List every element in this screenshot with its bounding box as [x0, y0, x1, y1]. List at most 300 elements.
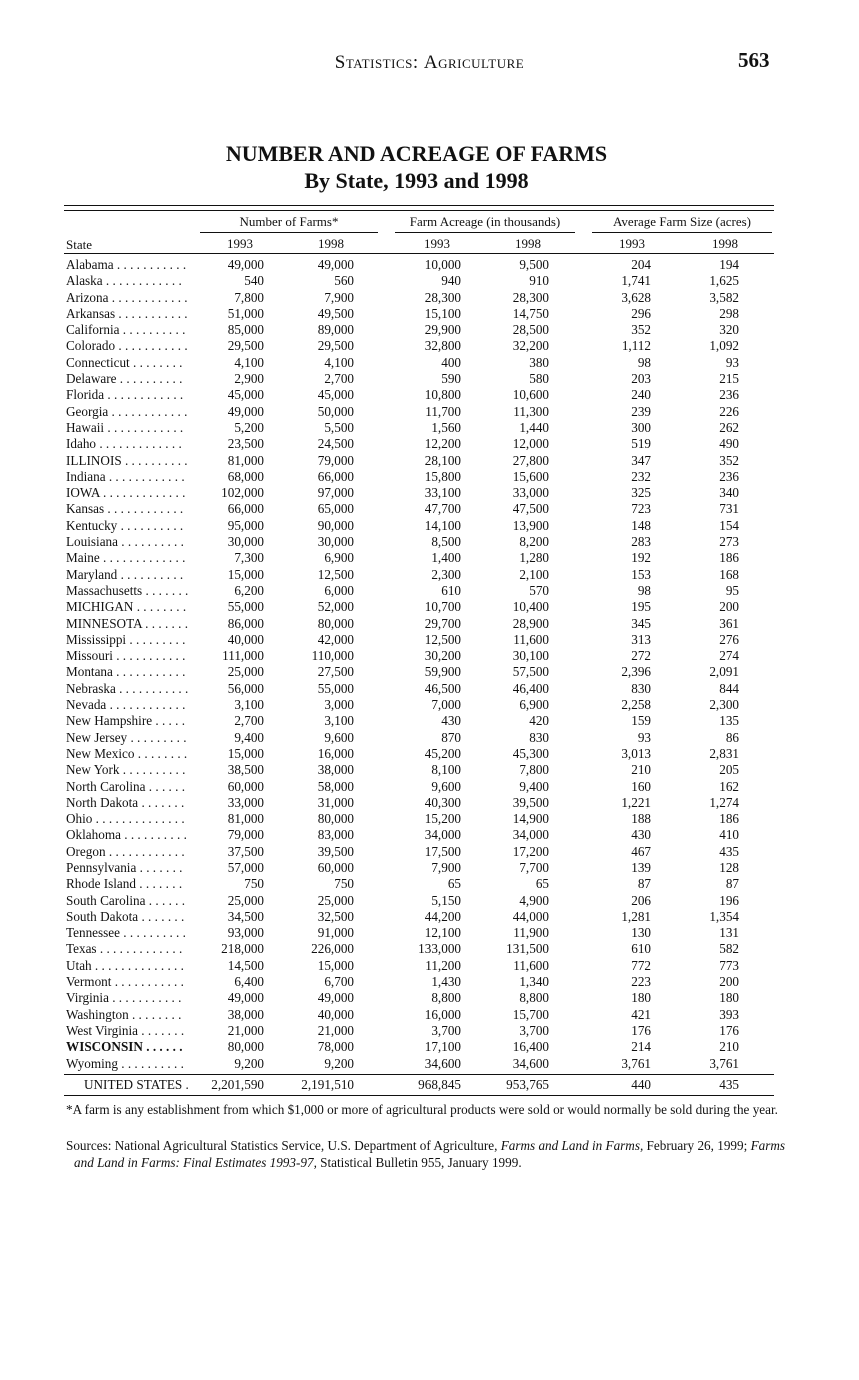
cell-acreage-1993: 9,600 [431, 778, 461, 794]
cell-size-1998: 194 [719, 257, 739, 272]
cell-farms-1993: 95,000 [227, 517, 264, 533]
cell-farms-1993: 540 [244, 273, 264, 289]
cell-size-1998: 180 [719, 990, 739, 1006]
cell-farms-1998: 97,000 [317, 485, 354, 501]
cell-size-1993: 772 [631, 957, 651, 973]
group-rule-2 [395, 232, 575, 233]
state-name: Texas . . . . . . . . . . . . . [66, 941, 183, 957]
table-row [0, 371, 859, 387]
cell-farms-1998: 7,900 [324, 289, 354, 305]
cell-size-1993: 180 [631, 990, 651, 1006]
cell-acreage-1993: 34,000 [424, 827, 461, 843]
table-row [0, 1039, 859, 1055]
cell-farms-1998: 25,000 [317, 892, 354, 908]
cell-farms-1993: 79,000 [227, 827, 264, 843]
cell-farms-1998: 42,000 [317, 631, 354, 647]
table-row [0, 469, 859, 485]
state-name: Missouri . . . . . . . . . . . [66, 648, 186, 664]
table-row [0, 958, 859, 974]
cell-acreage-1998: 570 [529, 582, 549, 598]
cell-acreage-1998: 47,500 [512, 501, 549, 517]
cell-acreage-1993: 1,430 [431, 974, 461, 990]
sources-prefix: Sources: National Agricultural Statistics Service, U.S. Department of Agriculture, [66, 1138, 501, 1153]
table-row [0, 632, 859, 648]
cell-farms-1998: 45,000 [317, 387, 354, 403]
table-title-line1: NUMBER AND ACREAGE OF FARMS [225, 141, 608, 166]
cell-size-1998: 393 [719, 1006, 739, 1022]
table-row [0, 583, 859, 599]
page-number: 563 [738, 48, 770, 72]
cell-farms-1993: 85,000 [227, 322, 264, 338]
state-name: North Dakota . . . . . . . [66, 794, 185, 810]
cell-farms-1998: 39,500 [317, 843, 354, 859]
state-name: MICHIGAN . . . . . . . . [66, 599, 187, 615]
state-name: Alaska . . . . . . . . . . . . [66, 273, 182, 289]
cell-farms-1998: 6,700 [324, 974, 354, 990]
state-name: California . . . . . . . . . . [66, 322, 186, 338]
cell-farms-1998: 49,000 [317, 990, 354, 1006]
cell-size-1993: 296 [631, 305, 651, 321]
cell-size-1993: 160 [631, 778, 651, 794]
cell-farms-1998: 4,100 [324, 354, 354, 370]
cell-acreage-1998: 28,500 [512, 322, 549, 338]
cell-size-1998: 86 [725, 729, 739, 745]
cell-size-1998: 435 [719, 843, 739, 859]
state-name: Arizona . . . . . . . . . . . . [66, 289, 188, 305]
total-acreage-1998: 953,765 [506, 1077, 549, 1092]
state-name: Florida . . . . . . . . . . . . [66, 387, 184, 403]
cell-size-1998: 236 [719, 468, 739, 484]
cell-size-1998: 87 [725, 876, 739, 892]
cell-farms-1998: 110,000 [311, 648, 354, 664]
header-acreage-1993: 1993 [424, 236, 450, 251]
cell-acreage-1998: 8,200 [519, 534, 549, 550]
total-state: UNITED STATES . [84, 1077, 189, 1092]
cell-farms-1998: 79,000 [317, 452, 354, 468]
state-name: Connecticut . . . . . . . . [66, 354, 183, 370]
cell-size-1998: 135 [719, 713, 739, 729]
table-row [0, 844, 859, 860]
cell-acreage-1993: 17,500 [424, 843, 461, 859]
cell-farms-1998: 3,100 [324, 713, 354, 729]
cell-farms-1998: 65,000 [317, 501, 354, 517]
cell-size-1993: 153 [631, 566, 651, 582]
cell-acreage-1993: 59,900 [424, 664, 461, 680]
cell-farms-1998: 750 [334, 876, 354, 892]
cell-acreage-1998: 10,600 [512, 387, 549, 403]
cell-acreage-1998: 10,400 [512, 599, 549, 615]
cell-acreage-1998: 6,900 [519, 697, 549, 713]
cell-acreage-1993: 12,100 [424, 925, 461, 941]
cell-acreage-1993: 12,500 [424, 631, 461, 647]
table-row [0, 974, 859, 990]
section-title-rest: tatistics: [345, 52, 424, 73]
cell-acreage-1998: 11,300 [513, 403, 549, 419]
state-name: Mississippi . . . . . . . . . [66, 631, 186, 647]
table-row [0, 876, 859, 892]
cell-size-1993: 87 [637, 876, 651, 892]
cell-acreage-1993: 870 [441, 729, 461, 745]
cell-acreage-1998: 14,900 [512, 811, 549, 827]
cell-size-1993: 2,258 [621, 697, 651, 713]
table-row [0, 795, 859, 811]
cell-acreage-1998: 580 [529, 371, 549, 387]
cell-size-1993: 232 [631, 468, 651, 484]
cell-acreage-1993: 1,560 [431, 419, 461, 435]
cell-size-1998: 162 [719, 778, 739, 794]
cell-acreage-1998: 8,800 [519, 990, 549, 1006]
top-rule [64, 205, 774, 206]
table-row [0, 436, 859, 452]
cell-size-1998: 276 [719, 631, 739, 647]
cell-size-1998: 1,274 [709, 794, 739, 810]
cell-acreage-1998: 11,600 [513, 631, 549, 647]
cell-farms-1993: 34,500 [227, 908, 264, 924]
cell-size-1993: 192 [631, 550, 651, 566]
cell-size-1993: 352 [631, 322, 651, 338]
table-row [0, 322, 859, 338]
header-average-farm-size: Average Farm Size (acres) [613, 214, 751, 229]
cell-farms-1998: 5,500 [324, 419, 354, 435]
cell-acreage-1998: 1,440 [519, 419, 549, 435]
state-name: Hawaii . . . . . . . . . . . . [66, 419, 184, 435]
cell-size-1993: 159 [631, 713, 651, 729]
cell-size-1998: 352 [719, 452, 739, 468]
cell-size-1998: 320 [719, 322, 739, 338]
state-name: Kentucky . . . . . . . . . . [66, 517, 184, 533]
state-name: Idaho . . . . . . . . . . . . . [66, 436, 182, 452]
cell-farms-1993: 218,000 [221, 941, 264, 957]
header-bottom-rule [64, 253, 774, 254]
table-row [0, 485, 859, 501]
cell-farms-1998: 3,000 [324, 697, 354, 713]
cell-size-1993: 467 [631, 843, 651, 859]
cell-size-1998: 582 [719, 941, 739, 957]
cell-acreage-1998: 420 [529, 713, 549, 729]
cell-acreage-1998: 39,500 [512, 794, 549, 810]
header-size-1998: 1998 [712, 236, 738, 251]
cell-farms-1993: 66,000 [227, 501, 264, 517]
table-row [0, 453, 859, 469]
cell-acreage-1993: 14,100 [424, 517, 461, 533]
cell-farms-1993: 23,500 [227, 436, 264, 452]
cell-size-1998: 186 [719, 550, 739, 566]
state-name: Arkansas . . . . . . . . . . . [66, 305, 188, 321]
table-row [0, 893, 859, 909]
cell-acreage-1998: 34,600 [512, 1055, 549, 1071]
cell-acreage-1998: 30,100 [512, 648, 549, 664]
cell-farms-1993: 33,000 [227, 794, 264, 810]
cell-size-1998: 95 [725, 582, 739, 598]
cell-acreage-1998: 1,340 [519, 974, 549, 990]
cell-farms-1998: 90,000 [317, 517, 354, 533]
state-name: South Carolina . . . . . . [66, 892, 186, 908]
state-name: Indiana . . . . . . . . . . . . [66, 468, 185, 484]
table-row [0, 257, 859, 273]
table-row [0, 990, 859, 1006]
cell-size-1993: 519 [631, 436, 651, 452]
table-row [0, 616, 859, 632]
group-rule-1 [200, 232, 378, 233]
cell-farms-1993: 2,700 [234, 713, 264, 729]
table-row [0, 306, 859, 322]
cell-size-1993: 93 [637, 729, 651, 745]
cell-size-1998: 154 [719, 517, 739, 533]
cell-acreage-1993: 610 [441, 582, 461, 598]
table-row [0, 697, 859, 713]
cell-size-1993: 188 [631, 811, 651, 827]
cell-size-1993: 203 [631, 371, 651, 387]
cell-farms-1993: 3,100 [234, 697, 264, 713]
section-title [0, 52, 859, 74]
table-row [0, 290, 859, 306]
table-row [0, 925, 859, 941]
cell-farms-1998: 60,000 [317, 859, 354, 875]
section-title-rest2: griculture [438, 52, 525, 73]
cell-size-1998: 773 [719, 957, 739, 973]
state-name: WISCONSIN . . . . . . [66, 1039, 183, 1055]
state-name: Louisiana . . . . . . . . . . [66, 534, 184, 550]
table-body [0, 257, 859, 1072]
cell-acreage-1993: 44,200 [424, 908, 461, 924]
cell-acreage-1993: 940 [441, 273, 461, 289]
table-row [0, 1056, 859, 1072]
sources-title-1: Farms and Land in Farms, [500, 1138, 644, 1153]
state-name: Georgia . . . . . . . . . . . . [66, 403, 188, 419]
cell-acreage-1993: 12,200 [424, 436, 461, 452]
cell-acreage-1993: 16,000 [424, 1006, 461, 1022]
cell-size-1993: 130 [631, 925, 651, 941]
cell-farms-1998: 9,200 [324, 1055, 354, 1071]
state-name: Utah . . . . . . . . . . . . . . [66, 957, 184, 973]
cell-farms-1993: 81,000 [227, 452, 264, 468]
cell-farms-1993: 111,000 [222, 648, 264, 664]
state-name: Oklahoma . . . . . . . . . . [66, 827, 187, 843]
cell-farms-1993: 93,000 [227, 925, 264, 941]
table-row [0, 681, 859, 697]
state-name: ILLINOIS . . . . . . . . . . [66, 452, 188, 468]
cell-acreage-1993: 65 [447, 876, 461, 892]
cell-size-1993: 148 [631, 517, 651, 533]
cell-farms-1998: 49,000 [317, 257, 354, 272]
table-row [0, 273, 859, 289]
cell-size-1993: 1,112 [621, 338, 651, 354]
cell-farms-1998: 16,000 [317, 745, 354, 761]
cell-farms-1993: 51,000 [227, 305, 264, 321]
cell-acreage-1993: 2,300 [431, 566, 461, 582]
table-row [0, 1007, 859, 1023]
total-farms-1998: 2,191,510 [301, 1077, 354, 1092]
cell-acreage-1998: 13,900 [512, 517, 549, 533]
cell-acreage-1993: 34,600 [424, 1055, 461, 1071]
cell-farms-1993: 60,000 [227, 778, 264, 794]
cell-size-1993: 610 [631, 941, 651, 957]
table-row [0, 338, 859, 354]
cell-acreage-1993: 8,100 [431, 762, 461, 778]
cell-acreage-1993: 400 [441, 354, 461, 370]
cell-farms-1993: 38,000 [227, 1006, 264, 1022]
cell-farms-1993: 102,000 [221, 485, 264, 501]
table-row [0, 909, 859, 925]
cell-size-1998: 273 [719, 534, 739, 550]
cell-acreage-1993: 133,000 [418, 941, 461, 957]
cell-size-1993: 421 [631, 1006, 651, 1022]
cell-farms-1993: 7,300 [234, 550, 264, 566]
cell-acreage-1998: 14,750 [512, 305, 549, 321]
cell-farms-1993: 14,500 [227, 957, 264, 973]
cell-size-1998: 226 [719, 403, 739, 419]
cell-size-1998: 176 [719, 1022, 739, 1038]
state-name: Alabama . . . . . . . . . . . [66, 257, 187, 272]
cell-farms-1998: 6,900 [324, 550, 354, 566]
section-title-a: A [423, 52, 439, 73]
cell-size-1993: 210 [631, 762, 651, 778]
table-row [0, 746, 859, 762]
cell-size-1993: 98 [637, 354, 651, 370]
cell-farms-1998: 2,700 [324, 371, 354, 387]
state-name: Washington . . . . . . . . [66, 1006, 182, 1022]
cell-acreage-1998: 34,000 [512, 827, 549, 843]
cell-acreage-1998: 4,900 [519, 892, 549, 908]
cell-acreage-1993: 7,000 [431, 697, 461, 713]
state-name: Rhode Island . . . . . . . [66, 876, 183, 892]
cell-size-1998: 236 [719, 387, 739, 403]
cell-farms-1998: 29,500 [317, 338, 354, 354]
cell-size-1998: 1,092 [709, 338, 739, 354]
state-name: Nebraska . . . . . . . . . . . [66, 680, 189, 696]
cell-size-1993: 313 [631, 631, 651, 647]
cell-farms-1998: 55,000 [317, 680, 354, 696]
state-name: Maine . . . . . . . . . . . . . [66, 550, 186, 566]
cell-size-1993: 345 [631, 615, 651, 631]
table-row [0, 827, 859, 843]
cell-farms-1998: 50,000 [317, 403, 354, 419]
sources-mid: February 26, 1999; [643, 1138, 751, 1153]
cell-size-1998: 2,091 [709, 664, 739, 680]
cell-farms-1993: 57,000 [227, 859, 264, 875]
cell-farms-1993: 9,400 [234, 729, 264, 745]
state-name: Montana . . . . . . . . . . . [66, 664, 186, 680]
table-row [0, 664, 859, 680]
cell-acreage-1993: 11,200 [425, 957, 461, 973]
cell-farms-1998: 49,500 [317, 305, 354, 321]
table-row [0, 501, 859, 517]
cell-acreage-1998: 15,700 [512, 1006, 549, 1022]
cell-farms-1993: 7,800 [234, 289, 264, 305]
footnote-definition: *A farm is any establishment from which $1,000 or more of agricultural products were sold or would normally be sold during the year. [66, 1102, 778, 1117]
cell-acreage-1998: 7,700 [519, 859, 549, 875]
cell-acreage-1998: 27,800 [512, 452, 549, 468]
state-name: Massachusetts . . . . . . . [66, 582, 189, 598]
cell-farms-1993: 56,000 [227, 680, 264, 696]
header-size-1993: 1993 [619, 236, 645, 251]
cell-acreage-1993: 430 [441, 713, 461, 729]
cell-size-1993: 3,013 [621, 745, 651, 761]
cell-farms-1998: 9,600 [324, 729, 354, 745]
total-farms-1993: 2,201,590 [211, 1077, 264, 1092]
cell-size-1998: 205 [719, 762, 739, 778]
cell-farms-1993: 25,000 [227, 892, 264, 908]
table-row [0, 648, 859, 664]
table-row [0, 811, 859, 827]
cell-farms-1993: 68,000 [227, 468, 264, 484]
cell-acreage-1998: 28,900 [512, 615, 549, 631]
table-row [0, 567, 859, 583]
cell-acreage-1993: 33,100 [424, 485, 461, 501]
cell-farms-1998: 52,000 [317, 599, 354, 615]
state-name: North Carolina . . . . . . [66, 778, 186, 794]
cell-acreage-1993: 590 [441, 371, 461, 387]
cell-acreage-1998: 28,300 [512, 289, 549, 305]
table-row [0, 534, 859, 550]
cell-farms-1993: 49,000 [227, 990, 264, 1006]
cell-size-1998: 844 [719, 680, 739, 696]
table-row [0, 941, 859, 957]
state-name: Vermont . . . . . . . . . . . [66, 974, 184, 990]
cell-size-1998: 731 [719, 501, 739, 517]
cell-farms-1993: 86,000 [227, 615, 264, 631]
table-row [0, 550, 859, 566]
cell-farms-1998: 21,000 [317, 1022, 354, 1038]
state-name: Pennsylvania . . . . . . . [66, 859, 183, 875]
cell-size-1993: 325 [631, 485, 651, 501]
cell-farms-1998: 6,000 [324, 582, 354, 598]
cell-size-1993: 223 [631, 974, 651, 990]
cell-farms-1993: 750 [244, 876, 264, 892]
cell-size-1993: 830 [631, 680, 651, 696]
cell-farms-1998: 91,000 [317, 925, 354, 941]
footnote-sources [66, 1138, 796, 1171]
cell-farms-1998: 32,500 [317, 908, 354, 924]
cell-acreage-1993: 29,700 [424, 615, 461, 631]
total-top-rule [64, 1074, 774, 1075]
total-size-1993: 440 [631, 1077, 651, 1092]
cell-farms-1998: 78,000 [317, 1039, 354, 1055]
cell-size-1993: 239 [631, 403, 651, 419]
table-row [0, 387, 859, 403]
cell-acreage-1998: 17,200 [512, 843, 549, 859]
cell-size-1998: 168 [719, 566, 739, 582]
cell-acreage-1993: 47,700 [424, 501, 461, 517]
cell-acreage-1998: 830 [529, 729, 549, 745]
cell-size-1998: 215 [719, 371, 739, 387]
cell-acreage-1998: 15,600 [512, 468, 549, 484]
cell-acreage-1998: 3,700 [519, 1022, 549, 1038]
cell-size-1993: 283 [631, 534, 651, 550]
cell-size-1998: 200 [719, 974, 739, 990]
cell-size-1993: 300 [631, 419, 651, 435]
state-name: Nevada . . . . . . . . . . . . [66, 697, 186, 713]
cell-acreage-1993: 15,800 [424, 468, 461, 484]
cell-acreage-1993: 29,900 [424, 322, 461, 338]
state-name: Virginia . . . . . . . . . . . [66, 990, 182, 1006]
header-number-of-farms: Number of Farms* [239, 214, 339, 229]
state-name: Kansas . . . . . . . . . . . . [66, 501, 184, 517]
cell-farms-1998: 89,000 [317, 322, 354, 338]
cell-size-1993: 430 [631, 827, 651, 843]
cell-farms-1993: 38,500 [227, 762, 264, 778]
total-acreage-1993: 968,845 [418, 1077, 461, 1092]
cell-farms-1993: 30,000 [227, 534, 264, 550]
state-name: Delaware . . . . . . . . . . [66, 371, 183, 387]
header-acreage-1998: 1998 [515, 236, 541, 251]
cell-size-1993: 176 [631, 1022, 651, 1038]
cell-size-1993: 98 [637, 582, 651, 598]
state-name: New Mexico . . . . . . . . [66, 745, 188, 761]
cell-acreage-1993: 30,200 [424, 648, 461, 664]
cell-acreage-1998: 380 [529, 354, 549, 370]
cell-size-1993: 1,741 [621, 273, 651, 289]
